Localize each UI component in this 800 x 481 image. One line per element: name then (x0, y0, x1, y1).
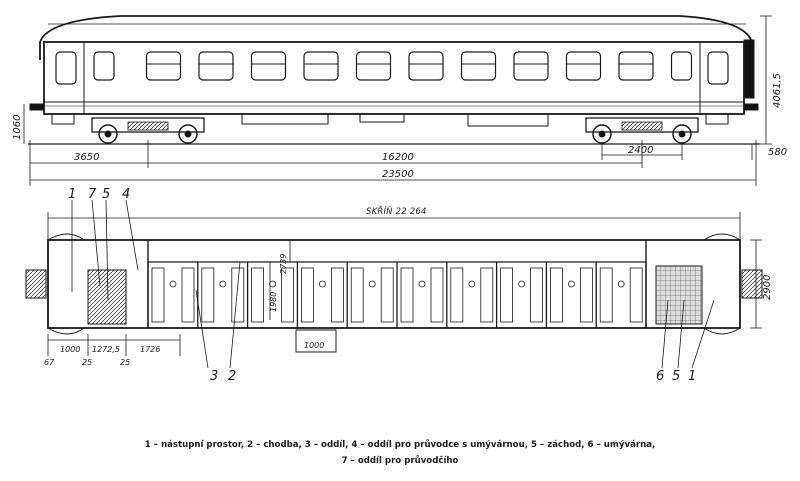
buffer-left (30, 104, 44, 110)
side-window (199, 52, 233, 80)
door-window-left (56, 52, 76, 84)
side-window (514, 52, 548, 80)
side-windows (94, 52, 692, 80)
table-symbol (220, 281, 226, 287)
side-window (304, 52, 338, 80)
dim-compartment-depth: 1980 (269, 291, 278, 312)
seat-bench (630, 268, 642, 322)
compartment-partitions (148, 262, 646, 328)
legend-line-1: 1 – nástupní prostor, 2 – chodba, 3 – oddíl, 4 – oddíl pro průvodce s umývárnou, 5 – záchod, 6 – umývárna, (144, 440, 656, 450)
table-symbol (369, 281, 375, 287)
coupler-right (742, 270, 762, 298)
table-symbol (618, 281, 624, 287)
side-window (147, 52, 181, 80)
table-symbol (519, 281, 525, 287)
legend-line-2: 7 – oddíl pro průvodčího (341, 456, 459, 466)
seat-bench (550, 268, 562, 322)
seat-bench (451, 268, 463, 322)
dim-end-comp: 1726 (140, 345, 161, 354)
wc-left (88, 270, 126, 324)
seat-bench (580, 268, 592, 322)
buffer-right (744, 104, 758, 110)
dim-bogie-wheelbase: 2400 (628, 145, 654, 156)
seat-bench (381, 268, 393, 322)
callout-4: 4 (122, 187, 131, 202)
dim-edge: 67 (44, 358, 55, 367)
seat-bench (301, 268, 313, 322)
side-window (252, 52, 286, 80)
table-symbol (469, 281, 475, 287)
dim-entrance: 1000 (60, 345, 81, 354)
dim-overhang: 3650 (74, 152, 100, 163)
side-window (619, 52, 653, 80)
seat-bench (331, 268, 343, 322)
roof-end-shield (744, 40, 754, 98)
table-symbol (419, 281, 425, 287)
dim-gap-b: 25 (120, 358, 131, 367)
bogie-left (92, 118, 204, 143)
seat-bench (431, 268, 443, 322)
dim-conductor-room: 1272,5 (92, 345, 120, 354)
callout-1-right: 1 (688, 369, 697, 384)
callout-3: 3 (210, 369, 219, 384)
seat-bench (501, 268, 513, 322)
underframe-box-1 (242, 114, 328, 124)
dim-compartment-width: 2739 (279, 253, 288, 274)
side-window (94, 52, 114, 80)
washroom-right (656, 266, 702, 324)
callout-1-left: 1 (68, 187, 77, 202)
door-window-right (708, 52, 728, 84)
seat-bench (182, 268, 194, 322)
side-window (409, 52, 443, 80)
side-window (462, 52, 496, 80)
callout-7: 7 (88, 187, 97, 202)
seat-bench (600, 268, 612, 322)
table-symbol (170, 281, 176, 287)
side-window (672, 52, 692, 80)
seat-bench (481, 268, 493, 322)
bogie-right (586, 118, 698, 143)
seat-bench (202, 268, 214, 322)
dim-overall-length: 23500 (382, 169, 414, 180)
plan-dimensions (48, 212, 762, 356)
seat-bench (152, 268, 164, 322)
plan-title: SKŘÍŇ 22 264 (366, 207, 427, 217)
side-elevation (28, 16, 760, 144)
dim-gap-a: 25 (82, 358, 93, 367)
callout-2: 2 (228, 369, 237, 384)
underframe-box-3 (468, 114, 548, 126)
table-symbol (568, 281, 574, 287)
plan-view (26, 234, 762, 334)
seat-bench (401, 268, 413, 322)
underframe-box-2 (360, 114, 404, 122)
seat-bench (252, 268, 264, 322)
side-window (357, 52, 391, 80)
dim-bogie-centers: 16200 (382, 152, 414, 163)
dim-floor-height: 1060 (12, 114, 23, 140)
dim-roof-height: 4061,5 (772, 73, 783, 108)
callout-5-left: 5 (102, 187, 111, 202)
table-symbol (319, 281, 325, 287)
seat-bench (531, 268, 543, 322)
callout-5-right: 5 (672, 369, 681, 384)
table-symbol (270, 281, 276, 287)
dim-rail-offset: 580 (768, 147, 788, 158)
dim-width: 2900 (762, 274, 773, 300)
dim-module: 1000 (304, 341, 325, 350)
seat-bench (351, 268, 363, 322)
seat-bench (282, 268, 294, 322)
seat-bench (232, 268, 244, 322)
callout-6: 6 (656, 369, 665, 384)
side-window (567, 52, 601, 80)
coupler-left (26, 270, 46, 298)
